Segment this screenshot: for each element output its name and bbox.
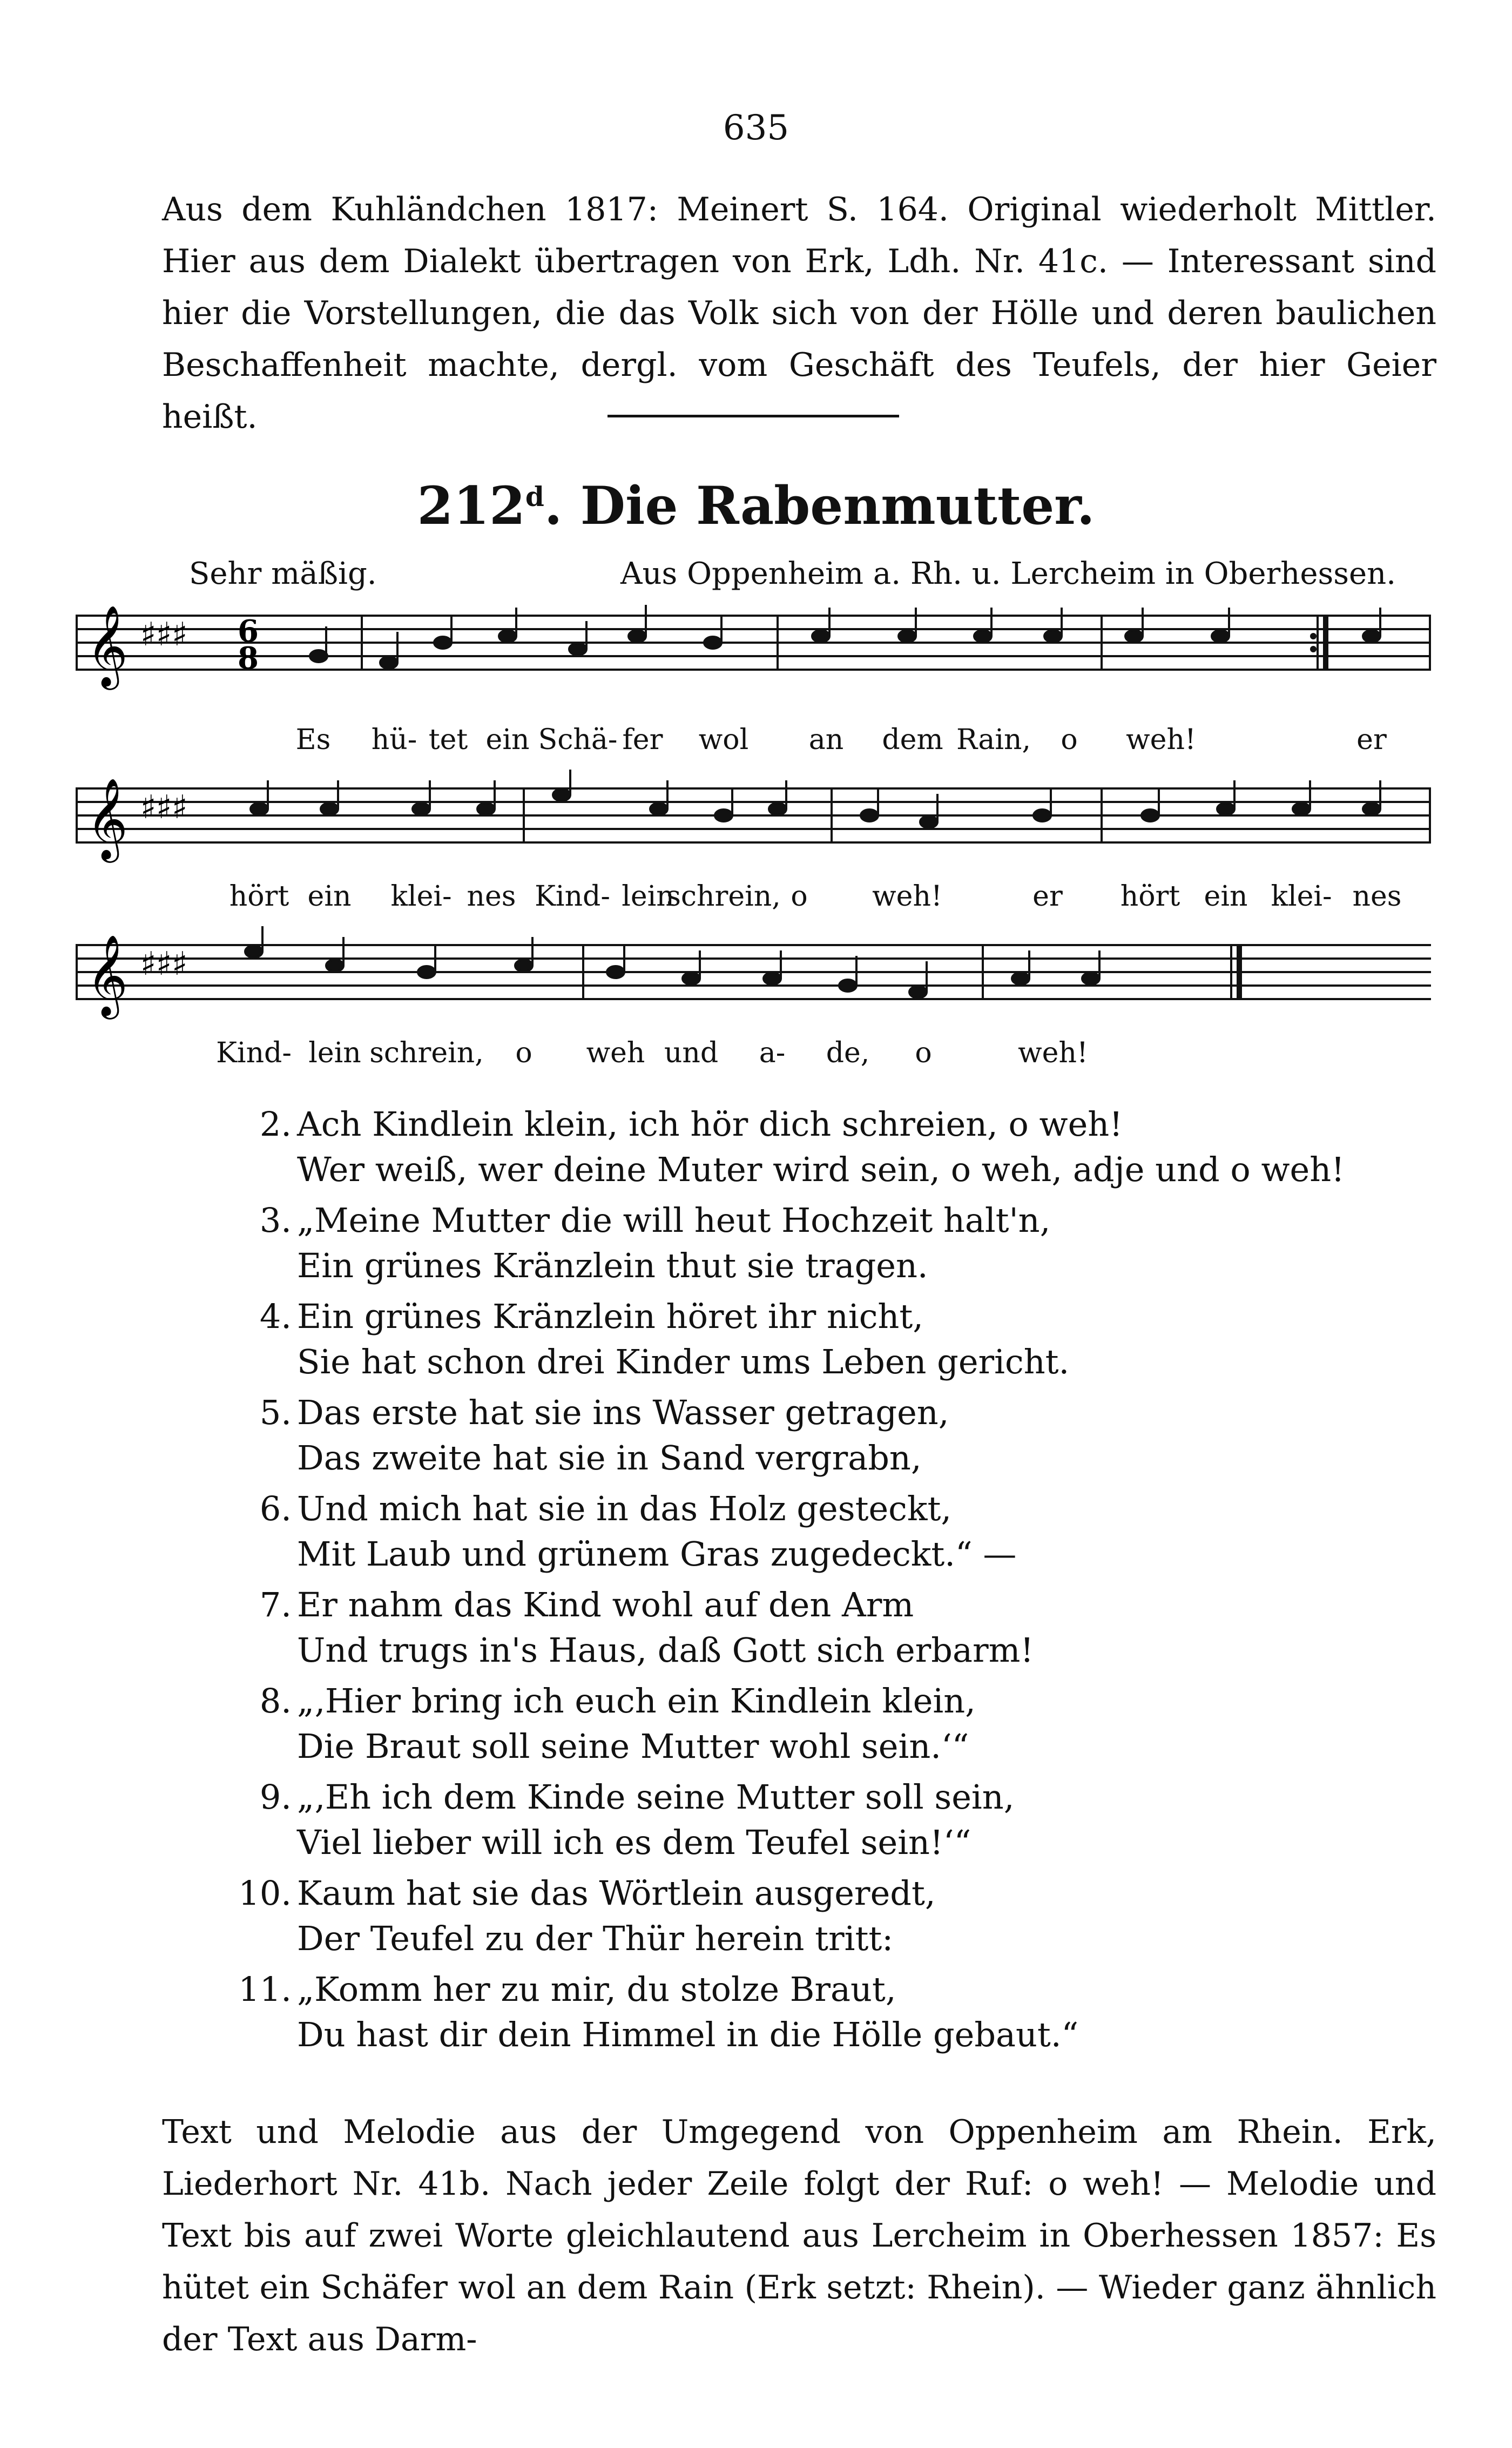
lyric-syllable: o (1061, 724, 1078, 756)
verse-number: 11. (238, 1970, 292, 2009)
lyric-syllable: hört (1120, 880, 1180, 913)
song-number: 212 (417, 475, 525, 536)
verse-line: Du hast dir dein Himmel in die Hölle gebaut.“ (297, 2015, 1079, 2054)
verse-line: Und trugs in's Haus, daß Gott sich erbarm! (297, 1630, 1034, 1670)
verse-line: Mit Laub und grünem Gras zugedeckt.“ — (297, 1534, 1017, 1574)
time-signature-bottom: 8 (238, 640, 259, 676)
song-title-text: Die Rabenmutter. (580, 475, 1095, 536)
origin-note: Aus Oppenheim a. Rh. u. Lercheim in Oberhessen. (620, 556, 1396, 591)
lyric-syllable: dem (882, 724, 943, 756)
song-number-suffix: d (525, 481, 544, 512)
lyric-syllable: o (791, 880, 808, 913)
verse-line: „‚Hier bring ich euch ein Kindlein klein, (297, 1681, 976, 1721)
lyric-syllable: tet (428, 724, 468, 756)
verse-4 (232, 1294, 1420, 1385)
verse-line: Er nahm das Kind wohl auf den Arm (297, 1585, 914, 1624)
lyric-syllable: ein (307, 880, 352, 913)
verse-line: Das zweite hat sie in Sand vergrabn, (297, 1438, 922, 1478)
staff-2 (76, 767, 1431, 886)
lyric-syllable: fer (622, 724, 663, 756)
lyric-syllable: hört (229, 880, 289, 913)
lyric-syllable: wol (698, 724, 749, 756)
verse-line: „Komm her zu mir, du stolze Braut, (297, 1970, 896, 2009)
lyric-syllable: klei- (1271, 880, 1332, 913)
svg-text:𝄞: 𝄞 (86, 777, 128, 859)
verse-number: 7. (259, 1585, 292, 1624)
lyric-syllable: Es (295, 724, 331, 756)
verse-11 (232, 1967, 1420, 2058)
verse-2 (232, 1102, 1420, 1192)
verse-line: Das erste hat sie ins Wasser getragen, (297, 1393, 949, 1432)
verse-3 (232, 1198, 1420, 1289)
key-signature: ♯♯♯ (140, 616, 188, 653)
verse-line: Viel lieber will ich es dem Teufel sein!‘“ (297, 1823, 971, 1862)
separator-rule (608, 415, 899, 417)
verse-line: Wer weiß, wer deine Muter wird sein, o weh, adje und o weh! (297, 1150, 1345, 1189)
lyric-syllable: Kind- (535, 880, 610, 913)
verse-number: 5. (259, 1393, 292, 1432)
verse-7 (232, 1582, 1420, 1673)
lyric-syllable: ein (485, 724, 530, 756)
lyric-syllable: lein (308, 1037, 361, 1069)
footer-paragraph: Text und Melodie aus der Umgegend von Oppenheim am Rhein. Erk, Liederhort Nr. 41b. Nach jeder Zeile folgt der Ruf: o weh! — Melodie und Text bis auf zwei Worte gleichlautend aus Lercheim in Oberhessen 1857: Es hütet ein Schäfer wol an dem Rain (Erk setzt: Rhein). — Wieder ganz ähnlich der Text aus Darm- (162, 2113, 1436, 2358)
staff-1 (76, 594, 1431, 713)
verse-line: Ein grünes Kränzlein thut sie tragen. (297, 1246, 928, 1285)
lyric-syllable: o (515, 1037, 532, 1069)
lyric-syllable: Schä- (538, 724, 618, 756)
lyric-syllable: er (1356, 724, 1387, 756)
page-number: 635 (723, 108, 789, 148)
verse-5 (232, 1390, 1420, 1481)
lyric-syllable: weh! (1018, 1037, 1088, 1069)
lyric-syllable: nes (1352, 880, 1402, 913)
verses (232, 1102, 1420, 2063)
tempo-marking: Sehr mäßig. (189, 556, 377, 591)
verse-line: Die Braut soll seine Mutter wohl sein.‘“ (297, 1727, 969, 1766)
verse-number: 9. (259, 1777, 292, 1817)
verse-number: 2. (259, 1104, 292, 1144)
time-signature-top: 6 (238, 613, 259, 649)
lyric-syllable: o (915, 1037, 932, 1069)
song-title: 212$^d$. Die Rabenmutter. (417, 475, 1095, 536)
intro-paragraph: Aus dem Kuhländchen 1817: Meinert S. 164. Original wiederholt Mittler. Hier aus dem Dialekt übertragen von Erk, Ldh. Nr. 41c. — Interessant sind hier die Vorstellungen, die das Volk sich von der Hölle und deren baulichen Beschaffenheit machte, dergl. vom Geschäft des Teufels, der hier Geier heißt. (162, 191, 1436, 436)
verse-line: Ein grünes Kränzlein höret ihr nicht, (297, 1297, 923, 1336)
lyric-syllable: an (808, 724, 844, 756)
verse-9 (232, 1775, 1420, 1865)
lyrics-line-3 (76, 1037, 1431, 1080)
verse-8 (232, 1678, 1420, 1769)
lyric-syllable: nes (467, 880, 516, 913)
lyric-syllable: weh (586, 1037, 645, 1069)
svg-text:♯♯♯: ♯♯♯ (140, 788, 188, 826)
svg-text:♯♯♯: ♯♯♯ (140, 945, 188, 983)
svg-text:𝄞: 𝄞 (86, 934, 128, 1016)
verse-number: 4. (259, 1297, 292, 1336)
lyrics-line-1 (76, 724, 1431, 767)
lyric-syllable: a- (759, 1037, 786, 1069)
lyric-syllable: schrein, (666, 880, 781, 913)
verse-line: Der Teufel zu der Thür herein tritt: (297, 1919, 894, 1958)
staff-3 (76, 923, 1431, 1042)
lyric-syllable: de, (826, 1037, 870, 1069)
lyric-syllable: Rain, (956, 724, 1031, 756)
verse-number: 10. (238, 1873, 292, 1913)
lyric-syllable: ein (1204, 880, 1248, 913)
lyric-syllable: Kind- (216, 1037, 292, 1069)
lyric-syllable: hü- (371, 724, 417, 756)
verse-line: Und mich hat sie in das Holz gesteckt, (297, 1489, 952, 1528)
verse-number: 3. (259, 1201, 292, 1240)
lyric-syllable: klei- (390, 880, 452, 913)
lyric-syllable: er (1032, 880, 1063, 913)
verse-6 (232, 1486, 1420, 1577)
lyric-syllable: schrein, (369, 1037, 484, 1069)
lyric-syllable: weh! (872, 880, 942, 913)
verse-number: 6. (259, 1489, 292, 1528)
lyrics-line-2 (76, 880, 1431, 923)
lyric-syllable: und (664, 1037, 719, 1069)
verse-number: 8. (259, 1681, 292, 1721)
verse-line: „‚Eh ich dem Kinde seine Mutter soll sein, (297, 1777, 1015, 1817)
verse-line: Ach Kindlein klein, ich hör dich schreien, o weh! (297, 1104, 1123, 1144)
treble-clef: 𝄞 (86, 604, 128, 686)
verse-line: Kaum hat sie das Wörtlein ausgeredt, (297, 1873, 936, 1913)
verse-line: Sie hat schon drei Kinder ums Leben gericht. (297, 1342, 1070, 1381)
lyric-syllable: lein (622, 880, 674, 913)
verse-line: „Meine Mutter die will heut Hochzeit halt'n, (297, 1201, 1051, 1240)
verse-10 (232, 1871, 1420, 1961)
lyric-syllable: weh! (1126, 724, 1196, 756)
